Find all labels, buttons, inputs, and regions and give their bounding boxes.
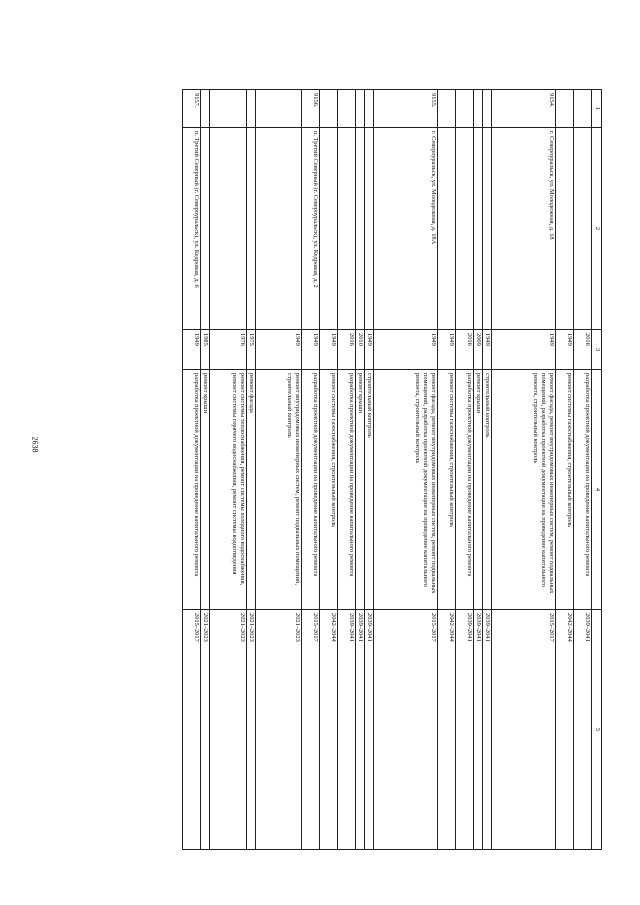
address-cell: [574, 128, 592, 330]
row-number-cell: [438, 90, 456, 128]
year-cell: 2009: [474, 330, 483, 370]
year-cell: 1949: [320, 330, 338, 370]
work-type-cell: ремонт фасада, ремонт внутридомовых инженерных систем, ремонт подвальных помещений, разработка проектной документации на проведение капитального ремонта, строительный контроль: [492, 370, 556, 610]
address-cell: [483, 128, 492, 330]
table-row: [320, 90, 338, 850]
address-cell: г. Североуральск, ул. Молодежная, д. 18А: [374, 128, 438, 330]
period-cell: 2015–2017: [374, 610, 438, 850]
address-cell: п. Третий Северный (г. Североуральск), ул. Кедровая, д. 2: [302, 128, 320, 330]
row-number-cell: [256, 90, 302, 128]
work-type-cell: разработка проектной документации на проведение капитального ремонта: [302, 370, 320, 610]
address-cell: [474, 128, 483, 330]
table-row: [356, 90, 365, 850]
period-cell: 2015–2017: [492, 610, 556, 850]
row-number-cell: 9154.: [492, 90, 556, 128]
header-cell: 1: [592, 90, 602, 128]
year-cell: 1975: [247, 330, 256, 370]
row-number-cell: 9155.: [374, 90, 438, 128]
table-row: [256, 90, 302, 850]
table-row: [302, 90, 320, 850]
period-cell: 2015–2017: [183, 610, 201, 850]
row-number-cell: [483, 90, 492, 128]
row-number-cell: [338, 90, 356, 128]
row-number-cell: [320, 90, 338, 128]
table-row: [574, 90, 592, 850]
row-number-cell: [247, 90, 256, 128]
row-number-cell: [556, 90, 574, 128]
address-cell: г. Североуральск, ул. Молодежная, д. 18: [492, 128, 556, 330]
address-cell: [201, 128, 210, 330]
period-cell: 2039–2041: [356, 610, 365, 850]
period-cell: 2039–2041: [574, 610, 592, 850]
address-cell: [256, 128, 302, 330]
year-cell: 1949: [556, 330, 574, 370]
address-cell: п. Третий Северный (г. Североуральск), ул. Кедровая, д. 6: [183, 128, 201, 330]
work-type-cell: ремонт крыши: [474, 370, 483, 610]
table-row: [183, 90, 201, 850]
year-cell: 1949: [438, 330, 456, 370]
row-number-cell: 9156.: [302, 90, 320, 128]
table-header-row: [592, 90, 602, 850]
work-type-cell: ремонт внутридомовых инженерных систем, ремонт подвальных помещений, строительный контроль: [256, 370, 302, 610]
row-number-cell: [574, 90, 592, 128]
work-type-cell: ремонт крыши: [356, 370, 365, 610]
period-cell: 2021–2023: [201, 610, 210, 850]
period-cell: 2021–2023: [256, 610, 302, 850]
repair-schedule-table: [182, 89, 602, 850]
header-cell: 2: [592, 128, 602, 330]
work-type-cell: ремонт фасада, ремонт внутридомовых инженерных систем, ремонт подвальных помещений, разработка проектной документации на проведение капитального ремонта, строительный контроль: [374, 370, 438, 610]
period-cell: 2015–2017: [302, 610, 320, 850]
period-cell: 2039–2041: [474, 610, 483, 850]
address-cell: [356, 128, 365, 330]
row-number-cell: [356, 90, 365, 128]
work-type-cell: ремонт системы теплоснабжения, ремонт системы холодного водоснабжения, ремонт системы горячего водоснабжения, ремонт системы водоотведения: [210, 370, 247, 610]
table-row: [483, 90, 492, 850]
address-cell: [456, 128, 474, 330]
period-cell: 2039–2041: [365, 610, 374, 850]
year-cell: 1949: [483, 330, 492, 370]
row-number-cell: [201, 90, 210, 128]
work-type-cell: разработка проектной документации на проведение капитального ремонта: [183, 370, 201, 610]
year-cell: 1985: [201, 330, 210, 370]
year-cell: 1976: [210, 330, 247, 370]
period-cell: 2039–2041: [456, 610, 474, 850]
table-row: [456, 90, 474, 850]
rotated-table-wrapper: [85, 89, 602, 849]
period-cell: 2042–2044: [438, 610, 456, 850]
work-type-cell: ремонт фасада: [247, 370, 256, 610]
work-type-cell: ремонт системы газоснабжения, строительный контроль: [438, 370, 456, 610]
period-cell: 2042–2044: [320, 610, 338, 850]
period-cell: 2039–2041: [338, 610, 356, 850]
row-number-cell: [474, 90, 483, 128]
table-row: [438, 90, 456, 850]
header-cell: 4: [592, 370, 602, 610]
table-row: [247, 90, 256, 850]
period-cell: 2021–2023: [247, 610, 256, 850]
year-cell: 1949: [302, 330, 320, 370]
year-cell: 1949: [365, 330, 374, 370]
work-type-cell: ремонт крыши: [201, 370, 210, 610]
address-cell: [438, 128, 456, 330]
work-type-cell: строительный контроль: [483, 370, 492, 610]
row-number-cell: [365, 90, 374, 128]
period-cell: 2042–2044: [556, 610, 574, 850]
table-row: [201, 90, 210, 850]
table-row: [374, 90, 438, 850]
address-cell: [365, 128, 374, 330]
page-number: 2638: [30, 436, 40, 453]
address-cell: [338, 128, 356, 330]
year-cell: 1949: [492, 330, 556, 370]
table-row: [556, 90, 574, 850]
period-cell: 2039–2041: [483, 610, 492, 850]
year-cell: 1949: [256, 330, 302, 370]
table-row: [338, 90, 356, 850]
year-cell: 2010: [356, 330, 365, 370]
header-cell: 3: [592, 330, 602, 370]
address-cell: [320, 128, 338, 330]
work-type-cell: строительный контроль: [365, 370, 374, 610]
year-cell: 2016: [574, 330, 592, 370]
address-cell: [247, 128, 256, 330]
header-cell: 5: [592, 610, 602, 850]
row-number-cell: 9157.: [183, 90, 201, 128]
row-number-cell: [210, 90, 247, 128]
table-row: [365, 90, 374, 850]
address-cell: [210, 128, 247, 330]
period-cell: 2021–2023: [210, 610, 247, 850]
year-cell: 1949: [374, 330, 438, 370]
table-row: [210, 90, 247, 850]
address-cell: [556, 128, 574, 330]
work-type-cell: ремонт системы газоснабжения, строительный контроль: [556, 370, 574, 610]
table-row: [492, 90, 556, 850]
work-type-cell: разработка проектной документации на проведение капитального ремонта: [456, 370, 474, 610]
work-type-cell: разработка проектной документации на проведение капитального ремонта: [338, 370, 356, 610]
work-type-cell: разработка проектной документации на проведение капитального ремонта: [574, 370, 592, 610]
row-number-cell: [456, 90, 474, 128]
year-cell: 2016: [456, 330, 474, 370]
work-type-cell: ремонт системы газоснабжения, строительный контроль: [320, 370, 338, 610]
table-row: [474, 90, 483, 850]
year-cell: 1949: [183, 330, 201, 370]
year-cell: 2016: [338, 330, 356, 370]
